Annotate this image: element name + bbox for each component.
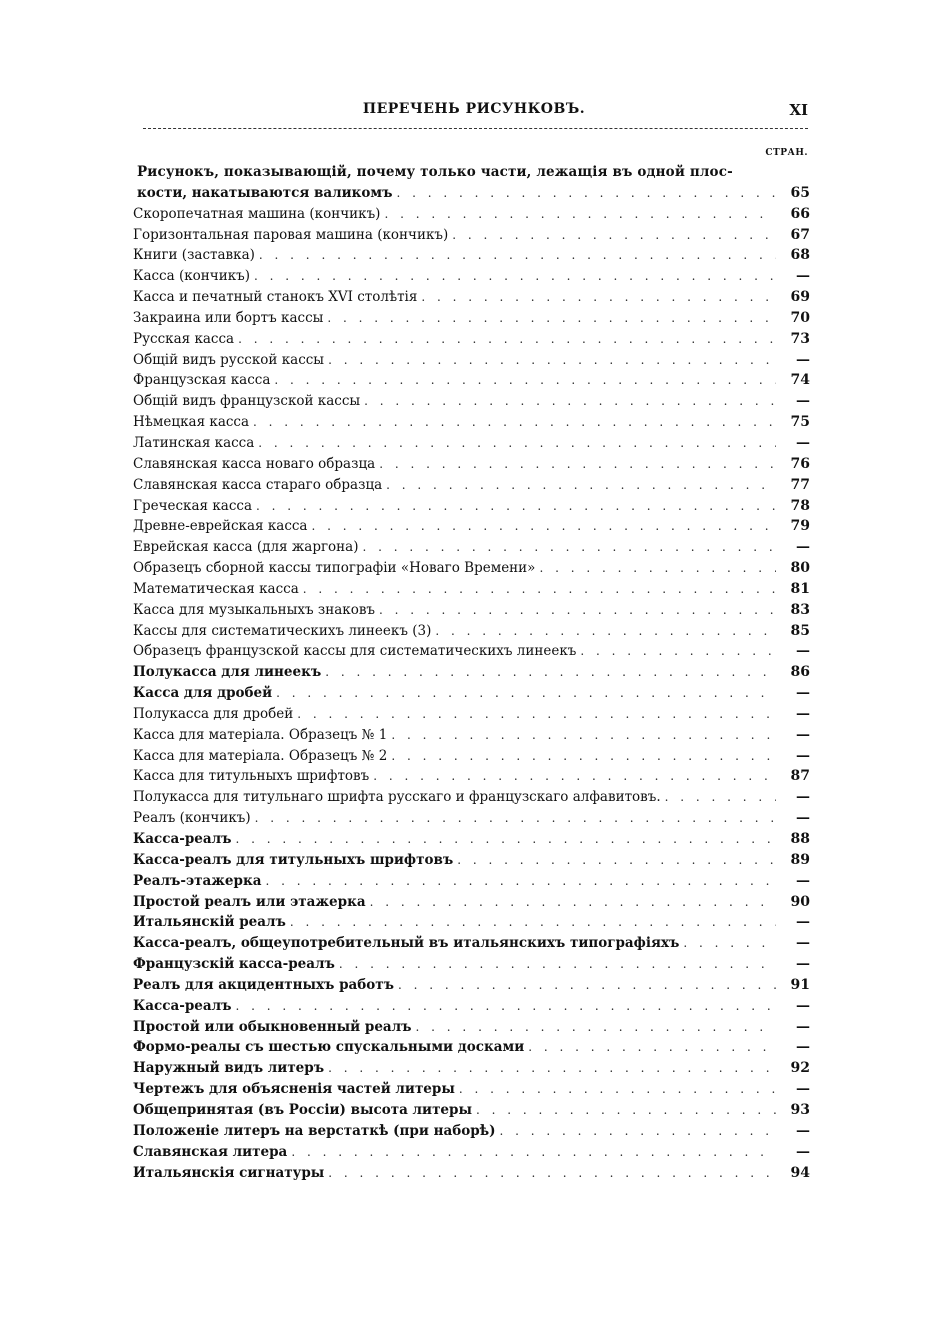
list-item xyxy=(133,454,810,475)
list-item-label: Скоропечатная машина (кончикъ) xyxy=(133,205,381,222)
list-item-label: Касса и печатный станокъ XVI столѣтія xyxy=(133,289,418,306)
list-item-label: Касса для дробей xyxy=(133,685,273,702)
list-item-label: Касса-реалъ xyxy=(133,997,232,1014)
list-item xyxy=(133,350,810,371)
list-item-page: 69 xyxy=(790,289,810,306)
dot-leader xyxy=(276,683,776,704)
list-item-label: Общепринятая (въ Россіи) высота литеры xyxy=(133,1101,472,1118)
list-item-label: Простой или обыкновенный реалъ xyxy=(133,1018,412,1035)
list-item-label: Образецъ сборной кассы типографіи «Новаго Времени» xyxy=(133,560,536,577)
list-item xyxy=(133,975,810,996)
list-item-label: Книги (заставка) xyxy=(133,247,255,264)
list-item-page: — xyxy=(796,810,810,827)
list-item-page: 68 xyxy=(790,247,810,264)
list-item-page: — xyxy=(796,685,810,702)
list-item-page: 92 xyxy=(790,1060,810,1077)
list-item-label: кости, накатываются валикомъ xyxy=(137,184,393,201)
list-item xyxy=(133,308,810,329)
list-item-label: Касса-реалъ, общеупотребительный въ итальянскихъ типографіяхъ xyxy=(133,935,680,952)
list-item xyxy=(133,641,810,662)
dot-leader xyxy=(421,287,776,308)
dot-leader xyxy=(254,266,776,287)
dot-leader xyxy=(265,871,776,892)
list-item-label: Реалъ-этажерка xyxy=(133,872,262,889)
list-item-page: 90 xyxy=(790,893,810,910)
dot-leader xyxy=(312,516,777,537)
list-item-page: 78 xyxy=(790,497,810,514)
list-item-page: 74 xyxy=(790,372,810,389)
list-item xyxy=(133,1037,810,1058)
list-item-label: Чертежъ для объясненія частей литеры xyxy=(133,1081,455,1098)
list-item xyxy=(133,1058,810,1079)
list-item-page: — xyxy=(796,747,810,764)
header-rule xyxy=(143,128,808,129)
list-item-label: Простой реалъ или этажерка xyxy=(133,893,366,910)
list-item-label: Кассы для систематическихъ линеекъ (3) xyxy=(133,622,432,639)
list-item-label: Наружный видъ литеръ xyxy=(133,1060,325,1077)
list-item xyxy=(133,871,810,892)
list-item-page: — xyxy=(796,643,810,660)
list-item-page: 91 xyxy=(790,976,810,993)
list-item xyxy=(133,746,810,767)
dot-leader xyxy=(256,496,776,517)
list-item xyxy=(133,787,810,808)
dot-leader xyxy=(328,1163,776,1184)
dot-leader xyxy=(398,975,776,996)
list-item-label: Полукасса для титульнаго шрифта русскаго и французскаго алфавитовъ. xyxy=(133,789,661,806)
page-title: ПЕРЕЧЕНЬ РИСУНКОВЪ. xyxy=(362,101,586,117)
list-item xyxy=(133,996,810,1017)
list-item-page: — xyxy=(796,1018,810,1035)
list-item xyxy=(133,766,810,787)
list-item-page: 66 xyxy=(790,205,810,222)
list-item-page: — xyxy=(796,1122,810,1139)
list-item-page: 73 xyxy=(790,330,810,347)
list-item-label: Касса (кончикъ) xyxy=(133,268,251,285)
list-item-page: 83 xyxy=(790,601,810,618)
list-item-page: — xyxy=(796,997,810,1014)
list-item xyxy=(133,370,810,391)
list-item xyxy=(133,1142,810,1163)
list-item-label: Греческая касса xyxy=(133,497,252,514)
list-item-label: Нѣмецкая касса xyxy=(133,414,250,431)
list-item-label: Математическая касса xyxy=(133,580,299,597)
list-item-label: Общій видъ русской кассы xyxy=(133,351,325,368)
list-item xyxy=(133,245,810,266)
dot-leader xyxy=(459,1079,776,1100)
list-item xyxy=(133,287,810,308)
list-item xyxy=(133,558,810,579)
list-item xyxy=(133,704,810,725)
list-item-page: 94 xyxy=(790,1164,810,1181)
list-item-page: 76 xyxy=(790,455,810,472)
list-item-label: Касса для матеріала. Образецъ № 2 xyxy=(133,747,388,764)
list-item-label: Итальянскія сигнатуры xyxy=(133,1164,325,1181)
dot-leader xyxy=(665,787,776,808)
list-item-page: — xyxy=(796,1039,810,1056)
dot-leader xyxy=(373,766,776,787)
list-item xyxy=(133,600,810,621)
list-item-label: Касса для титульныхъ шрифтовъ xyxy=(133,768,370,785)
dot-leader xyxy=(328,1058,776,1079)
list-item xyxy=(133,204,810,225)
list-item-label: Реалъ для акцидентныхъ работъ xyxy=(133,976,395,993)
list-item xyxy=(133,266,810,287)
list-item xyxy=(133,1163,810,1184)
list-item-page: — xyxy=(796,539,810,556)
dot-leader xyxy=(391,746,776,767)
list-item-page: 77 xyxy=(790,476,810,493)
list-item-page: 81 xyxy=(790,580,810,597)
dot-leader xyxy=(235,829,776,850)
dot-leader xyxy=(386,475,776,496)
dot-leader xyxy=(397,183,777,204)
dot-leader xyxy=(539,558,776,579)
list-item-label: Еврейская касса (для жаргона) xyxy=(133,539,359,556)
dot-leader xyxy=(327,308,776,329)
list-item xyxy=(133,829,810,850)
page-header xyxy=(140,101,808,125)
list-item-page: — xyxy=(796,789,810,806)
list-item xyxy=(133,579,810,600)
list-item-page: 79 xyxy=(790,518,810,535)
list-item xyxy=(133,808,810,829)
list-item-page: — xyxy=(796,956,810,973)
list-item xyxy=(133,225,810,246)
list-item-page: 87 xyxy=(790,768,810,785)
list-item xyxy=(133,433,810,454)
dot-leader xyxy=(370,892,776,913)
list-item xyxy=(133,683,810,704)
list-item-page: 93 xyxy=(790,1101,810,1118)
list-item xyxy=(133,892,810,913)
list-item xyxy=(133,1079,810,1100)
list-item-label: Закраина или бортъ кассы xyxy=(133,309,324,326)
list-item-label: Положеніе литеръ на верстаткѣ (при наборѣ) xyxy=(133,1122,496,1139)
list-item-page: — xyxy=(796,705,810,722)
list-item-label: Касса-реалъ xyxy=(133,831,232,847)
list-item-label: Формо-реалы съ шестью спускальными досками xyxy=(133,1039,525,1056)
dot-leader xyxy=(384,204,776,225)
dot-leader xyxy=(683,933,776,954)
list-item-page: — xyxy=(796,872,810,889)
list-item xyxy=(133,183,810,204)
list-item-page: 65 xyxy=(790,184,810,201)
list-item xyxy=(133,662,810,683)
dot-leader xyxy=(259,245,776,266)
list-item-page: — xyxy=(796,1081,810,1098)
list-item xyxy=(133,1121,810,1142)
dot-leader xyxy=(416,1017,776,1038)
list-item xyxy=(133,496,810,517)
dot-leader xyxy=(452,225,776,246)
dot-leader xyxy=(274,370,776,391)
list-item-label: Латинская касса xyxy=(133,434,255,451)
list-item-page: 70 xyxy=(790,309,810,326)
list-item-page: — xyxy=(796,1143,810,1160)
list-item xyxy=(133,850,810,871)
list-item-page: 89 xyxy=(790,851,810,868)
list-item-label: Полукасса для дробей xyxy=(133,705,294,722)
list-item xyxy=(133,537,810,558)
list-item xyxy=(133,725,810,746)
dot-leader xyxy=(297,704,776,725)
figure-list xyxy=(133,162,810,1183)
dot-leader xyxy=(379,600,776,621)
list-item-page: 85 xyxy=(790,622,810,639)
list-item xyxy=(133,621,810,642)
dot-leader xyxy=(253,412,776,433)
list-item-label: Русская касса xyxy=(133,330,235,347)
list-item-label: Касса для матеріала. Образецъ № 1 xyxy=(133,726,388,743)
list-item xyxy=(133,954,810,975)
list-item-first-line: Рисунокъ, показывающій, почему только части, лежащія въ одной плос- xyxy=(137,164,733,180)
list-item-label: Горизонтальная паровая машина (кончикъ) xyxy=(133,226,449,243)
list-item-page: — xyxy=(796,434,810,451)
list-item xyxy=(133,1100,810,1121)
list-item xyxy=(133,329,810,350)
dot-leader xyxy=(235,996,776,1017)
page-column-label: СТРАН. xyxy=(765,148,808,158)
dot-leader xyxy=(291,1142,776,1163)
list-item-label: Французскій касса-реалъ xyxy=(133,956,335,973)
list-item xyxy=(133,475,810,496)
list-item-label: Касса для музыкальныхъ знаковъ xyxy=(133,601,376,618)
list-item xyxy=(133,1017,810,1038)
dot-leader xyxy=(362,537,776,558)
list-item-page: — xyxy=(796,914,810,931)
dot-leader xyxy=(528,1037,776,1058)
dot-leader xyxy=(325,662,776,683)
dot-leader xyxy=(457,850,776,871)
dot-leader xyxy=(258,433,776,454)
list-item-label: Касса-реалъ для титульныхъ шрифтовъ xyxy=(133,851,454,868)
list-item-label: Общій видъ французской кассы xyxy=(133,393,361,410)
list-item xyxy=(133,516,810,537)
list-item-page: — xyxy=(796,351,810,368)
list-item xyxy=(133,391,810,412)
dot-leader xyxy=(476,1100,776,1121)
dot-leader xyxy=(328,350,776,371)
list-item-label: Славянская касса стараго образца xyxy=(133,476,383,493)
list-item-page: — xyxy=(796,726,810,743)
list-item-page: 75 xyxy=(790,414,810,431)
list-item-label: Славянская литера xyxy=(133,1143,288,1160)
list-item xyxy=(133,912,810,933)
list-item-page: — xyxy=(796,268,810,285)
dot-leader xyxy=(364,391,776,412)
list-item-page: 67 xyxy=(790,226,810,243)
dot-leader xyxy=(290,912,776,933)
dot-leader xyxy=(255,808,776,829)
list-item-label: Французская касса xyxy=(133,372,271,389)
dot-leader xyxy=(379,454,776,475)
list-item-page: 88 xyxy=(790,831,810,847)
list-item-label: Итальянскій реалъ xyxy=(133,914,286,931)
list-item-label: Славянская касса новаго образца xyxy=(133,455,376,472)
dot-leader xyxy=(500,1121,776,1142)
list-item-page: 80 xyxy=(790,560,810,577)
list-item-page: 86 xyxy=(790,664,810,681)
dot-leader xyxy=(391,725,776,746)
list-item xyxy=(133,412,810,433)
list-item-label: Полукасса для линеекъ xyxy=(133,664,322,681)
dot-leader xyxy=(303,579,776,600)
list-item-page: — xyxy=(796,935,810,952)
dot-leader xyxy=(339,954,776,975)
dot-leader xyxy=(580,641,776,662)
dot-leader xyxy=(238,329,776,350)
list-item-label: Древне-еврейская касса xyxy=(133,518,308,535)
list-item-label: Реалъ (кончикъ) xyxy=(133,810,251,827)
list-item-page: — xyxy=(796,393,810,410)
dot-leader xyxy=(435,621,776,642)
page-number: XI xyxy=(789,101,808,119)
list-item-label: Образецъ французской кассы для систематическихъ линеекъ xyxy=(133,643,577,660)
list-item xyxy=(133,933,810,954)
